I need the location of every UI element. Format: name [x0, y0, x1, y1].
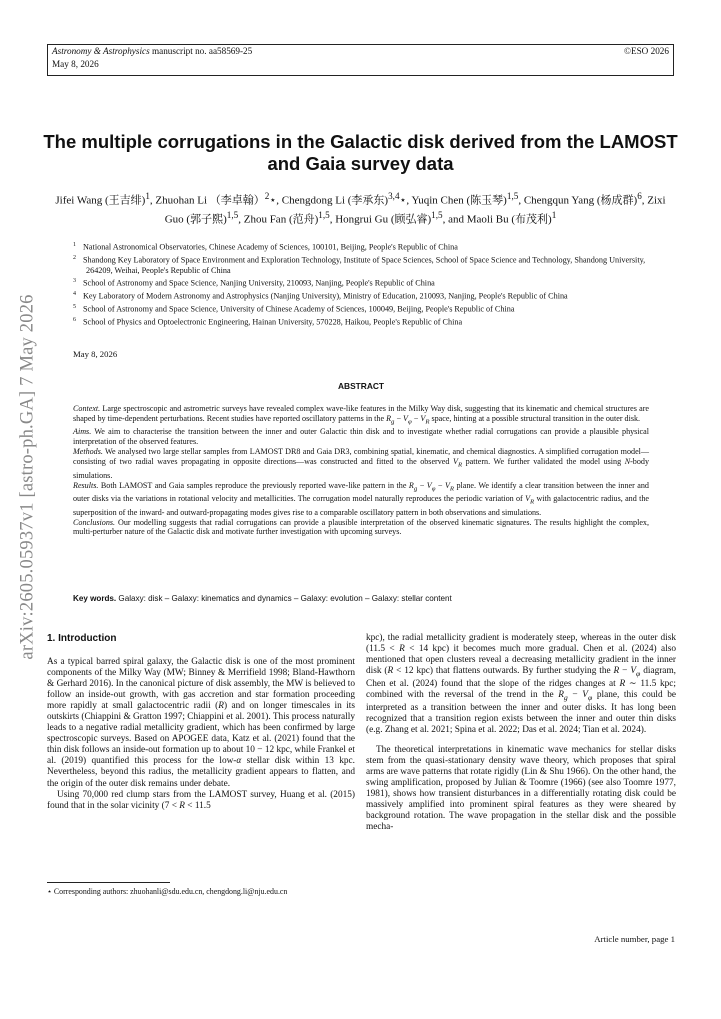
- affiliation-item: [73, 276, 663, 289]
- abstract-paragraph: Results. Both LAMOST and Gaia samples reproduce the previously reported wave-like pattern in the $R_g - V_\varphi - V_R$ plane. We identify a clear transition between the inner and outer disks via the variations in rotational velocity and metallicities. The corrugation model naturally reproduces the periodic variation of $V_R$ with galactocentric radius, and the superposition of the inward- and outward-propagating modes gives rise to a comparable oscillatory pattern in both observations and simulations.: [73, 480, 649, 517]
- arxiv-sidebar: [8, 262, 48, 692]
- abstract-paragraph: Methods. We analysed two large stellar samples from LAMOST DR8 and Gaia DR3, combining spatial, kinematic, and chemical diagnostics. A simplified corrugation model—consisting of two radial waves propagating in opposite directions—was constructed and fitted to the observed $V_R$ pattern. We further validated the model using N-body simulations.: [73, 447, 649, 480]
- affiliation-text: School of Astronomy and Space Science, Nanjing University, 210093, Nanjing, People's Republic of China: [83, 279, 435, 289]
- abstract-paragraph: Conclusions. Our modelling suggests that radial corrugations can provide a plausible interpretation of the observed kinematic signatures. The results highlight the complex, multi-perturber nature of the Galactic disk and motivate further investigation with upcoming surveys.: [73, 517, 649, 537]
- affiliation-number: 2: [73, 255, 76, 262]
- affiliation-item: [73, 253, 663, 276]
- author-list: Jifei Wang (王吉绯)$^1$, Zhuohan Li （李卓翰）$^2$⋆, Chengdong Li (李承东)$^{3,4}$⋆, Yuqin Chen (陈玉琴)$^{1,5}$, Chengqun Yang (杨成群)$^6$, Zixi Guo (郭子熙)$^{1,5}$, Zhou Fan (范舟)$^{1,5}$, Hongrui Gu (顾弘睿)$^{1,5}$, and Maoli Bu (布茂利)$^1$: [55, 191, 666, 226]
- affiliation-number: 4: [73, 291, 76, 298]
- abstract-heading: ABSTRACT: [337, 381, 385, 391]
- section-heading: 1. Introduction: [47, 633, 117, 644]
- affiliation-text: National Astronomical Observatories, Chinese Academy of Sciences, 100101, Beijing, People's Republic of China: [83, 242, 458, 252]
- affiliation-number: 1: [73, 242, 76, 248]
- footnote-rule: [47, 882, 170, 883]
- body-paragraph: The theoretical interpretations in kinematic wave mechanics for stellar disks stem from the quasi-stationary density wave theory, which proposes that spiral arms are wave patterns that rotate rigidly (Lin & Shu 1966). On the other hand, the swing amplification, proposed by Julian & Toomre (1966) (see also Toomre 1977, 1981), shows how transient disturbances in a differentially rotating disk could be massively amplified into prominent spiral features as they were sheared by background rotation. The wave propagation in the stellar disk and the possible mecha-: [366, 745, 676, 833]
- affiliation-item: [73, 240, 663, 253]
- header-date: May 8, 2026: [52, 59, 99, 69]
- affiliation-item: [73, 289, 663, 302]
- affiliation-item: [73, 315, 663, 328]
- affiliation-text: Shandong Key Laboratory of Space Environment and Exploration Technology, Institute of Space Sciences, School of Space Science and Technology, Shandong University, 264209, Weihai, People's Republic of China: [83, 255, 646, 276]
- keywords: Key words. Galaxy: disk – Galaxy: kinematics and dynamics – Galaxy: evolution – Galaxy: stellar content: [73, 594, 452, 603]
- body-paragraph: Using 70,000 red clump stars from the LAMOST survey, Huang et al. (2015) found that in the solar vicinity (7 < R < 11.5: [47, 789, 355, 811]
- running-header: [47, 44, 674, 76]
- body-paragraph: kpc), the radial metallicity gradient is moderately steep, whereas in the outer disk (11.5 < R < 14 kpc) it becomes much more gradual. Chen et al. (2024) also mentioned that open clusters reveal a decreasing metallicity gradient in the inner disk (R < 12 kpc) that flattens outwards. By further studying the $R - V_\varphi$ diagram, Chen et al. (2024) found that the slope of the ridges changes at R ∼ 11.5 kpc; combined with the reversal of the trend in the $R_g - V_\varphi$ plane, this could be interpreted as a transition between the inner and outer disks. It has long been recognized that a transition region exists between the inner and outer thin disks (e.g. Zhang et al. 2021; Spina et al. 2022; Das et al. 2024; Tian et al. 2024).: [366, 633, 676, 736]
- abstract-paragraph: Aims. We aim to characterise the transition between the inner and outer Galactic thin disk and to investigate whether radial corrugations can provide a plausible physical interpretation of the observed features.: [73, 427, 649, 447]
- page-footer: Article number, page 1: [594, 934, 675, 944]
- left-column: [47, 657, 355, 812]
- affiliation-text: Key Laboratory of Modern Astronomy and Astrophysics (Nanjing University), Ministry of Education, 210093, Nanjing, People's Republic of China: [83, 292, 568, 302]
- abstract-paragraph: Context. Large spectroscopic and astrometric surveys have revealed complex wave-like features in the Milky Way disk, suggesting that its kinematic and chemical structures are shaped by time-dependent perturbations. Recent studies have reported oscillatory patterns in the $R_g - V_\varphi - V_R$ space, hinting at a possible structural transition in the outer disk.: [73, 404, 649, 426]
- affiliation-text: School of Physics and Optoelectronic Engineering, Hainan University, 570228, Haikou, People's Republic of China: [83, 318, 463, 328]
- header-copyright: ©ESO 2026: [623, 46, 669, 56]
- affiliation-number: 5: [73, 304, 76, 311]
- received-date: May 8, 2026: [73, 349, 118, 359]
- arxiv-id: arXiv:2605.05937v1 [astro-ph.GA] 7 May 2026: [17, 294, 38, 660]
- affiliation-item: [73, 302, 663, 315]
- affiliation-list: [73, 240, 663, 328]
- right-column: [366, 633, 676, 834]
- header-journal: Astronomy & Astrophysics manuscript no. aa58569-25: [52, 46, 253, 56]
- affiliation-number: 3: [73, 278, 76, 285]
- affiliation-text: School of Astronomy and Space Science, University of Chinese Academy of Sciences, 100049, Beijing, People's Republic of China: [83, 305, 515, 315]
- paper-title: The multiple corrugations in the Galactic disk derived from the LAMOST and Gaia survey data: [43, 131, 678, 174]
- body-paragraph: As a typical barred spiral galaxy, the Galactic disk is one of the most prominent components of the Milky Way (MW; Binney & Merrifield 1998; Bland-Hawthorn & Gerhard 2016). In the canonical picture of disk assembly, the MW is believed to follow an inside-out growth, with gas accretion and star formation proceeding more rapidly at small galactocentric radii (R) and on longer timescales in its outskirts (Chiappini & Gratton 1997; Chiappini et al. 2001). This process naturally leads to a negative radial metallicity gradient, which has been confirmed by large spectroscopic surveys. Based on APOGEE data, Katz et al. (2021) found that the thin disk follows an inside-out formation up to about 10 − 12 kpc, while Frankel et al. (2019) quantified this process for the low-α stellar disk within 13 kpc. Nevertheless, beyond this radius, the metallicity gradient appears to flatten, and the origin of the outer disk remains under debate.: [47, 657, 356, 789]
- footnote: ⋆ Corresponding authors: zhuohanli@sdu.edu.cn, chengdong.li@nju.edu.cn: [47, 887, 288, 896]
- affiliation-number: 6: [73, 317, 76, 324]
- abstract: [73, 404, 649, 537]
